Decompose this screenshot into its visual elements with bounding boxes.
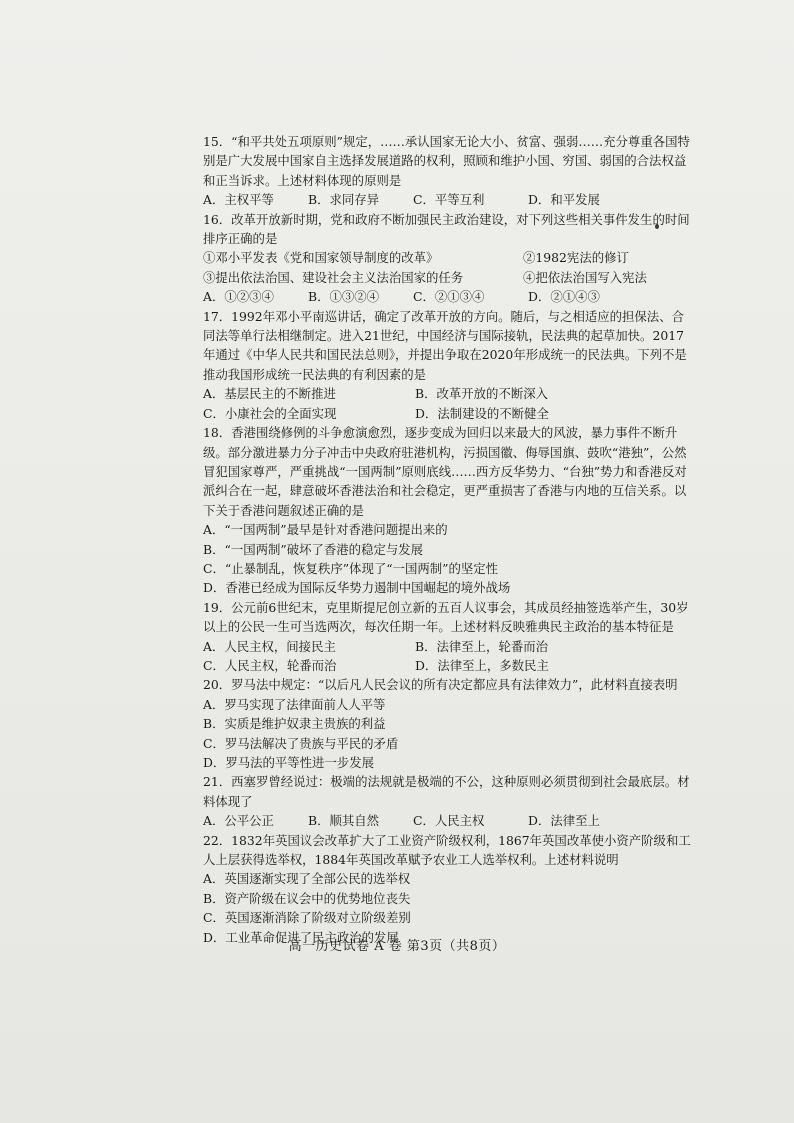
- option-d[interactable]: D．罗马法的平等性进一步发展: [203, 755, 375, 770]
- option-b[interactable]: B．法律至上，轮番而治: [415, 638, 549, 654]
- option-b[interactable]: B．资产阶级在议会中的优势地位丧失: [203, 890, 411, 906]
- option-a[interactable]: A．罗马实现了法律面前人人平等: [203, 696, 386, 712]
- question-stem: 17．1992年邓小平南巡讲话，确定了改革开放的方向。随后，与之相适应的担保法、合同法等单行法相继制定。进入21世纪，中国经济与国际接轨，民法典的起草加快。2017年通过《中华人民共和国民法总则》，并提出争取在2020年形成统一的民法典。下列不是推动我国形成统一民法典的有利因素的是: [203, 308, 687, 382]
- question-stem: 21．西塞罗曾经说过：极端的法规就是极端的不公，这种原则必须贯彻到社会最底层。材料体现了: [203, 774, 690, 809]
- items-row: [203, 268, 696, 287]
- question-20: [203, 675, 696, 772]
- options-row: [203, 656, 696, 675]
- option-a[interactable]: A．英国逐渐实现了全部公民的选举权: [203, 871, 411, 887]
- question-21: [203, 772, 696, 830]
- options-row: [203, 637, 696, 656]
- item-1: ①邓小平发表《党和国家领导制度的改革》: [203, 250, 439, 266]
- option-d[interactable]: D．法制建设的不断健全: [415, 405, 549, 421]
- question-stem: 15．“和平共处五项原则”规定，……承认国家无论大小、贫富、强弱……充分尊重各国特别是广大发展中国家自主选择发展道路的权利，照顾和维护小国、穷国、弱国的合法权益和正当诉求。上述材料体现的原则是: [203, 134, 690, 188]
- options-row: [203, 811, 696, 830]
- option-c[interactable]: C．平等互利: [413, 192, 485, 208]
- option-b[interactable]: B．“一国两制”破坏了香港的稳定与发展: [203, 541, 424, 557]
- option-c[interactable]: C．英国逐渐消除了阶级对立阶级差别: [203, 910, 411, 926]
- option-a[interactable]: A．①②③④: [203, 289, 274, 305]
- options-row: [203, 190, 696, 209]
- option-b[interactable]: B．改革开放的不断深入: [415, 386, 549, 402]
- page-footer: 高一历史试卷 A 卷 第3页（共8页）: [288, 939, 506, 954]
- question-19: [203, 598, 696, 676]
- option-c[interactable]: C．人民主权: [413, 813, 485, 829]
- option-a[interactable]: A．基层民主的不断推进: [203, 386, 336, 402]
- question-22: [203, 831, 696, 947]
- option-c[interactable]: C．②①③④: [413, 289, 485, 305]
- option-c[interactable]: C．小康社会的全面实现: [203, 405, 337, 421]
- option-d[interactable]: D．和平发展: [528, 192, 600, 208]
- item-4: ④把依法治国写入宪法: [523, 269, 647, 285]
- item-3: ③提出依法治国、建设社会主义法治国家的任务: [203, 269, 464, 285]
- options-row: [203, 287, 696, 306]
- option-d[interactable]: D．法律至上，多数民主: [415, 657, 549, 673]
- option-a[interactable]: A．人民主权，间接民主: [203, 638, 336, 654]
- option-a[interactable]: A．主权平等: [203, 192, 274, 208]
- question-16: [203, 210, 696, 307]
- question-list: [203, 132, 696, 947]
- option-b[interactable]: B．求同存异: [308, 192, 380, 208]
- option-d[interactable]: D．香港已经成为国际反华势力遏制中国崛起的境外战场: [203, 580, 511, 596]
- option-b[interactable]: B．①③②④: [308, 289, 380, 305]
- items-row: [203, 248, 696, 267]
- option-c[interactable]: C．罗马法解决了贵族与平民的矛盾: [203, 735, 399, 751]
- question-18: [203, 423, 696, 598]
- question-stem: 20．罗马法中规定：“以后凡人民会议的所有决定都应具有法律效力”，此材料直接表明: [203, 677, 678, 693]
- options-row: [203, 404, 696, 423]
- question-15: [203, 132, 696, 210]
- option-d[interactable]: D．法律至上: [528, 813, 600, 829]
- question-stem: 19．公元前6世纪末，克里斯提尼创立新的五百人议事会，其成员经抽签选举产生，30岁以上的公民一生可当选两次，每次任期一年。上述材料反映雅典民主政治的基本特征是: [203, 599, 689, 635]
- option-a[interactable]: A．公平公正: [203, 813, 274, 829]
- option-a[interactable]: A．“一国两制”最早是针对香港问题提出来的: [203, 522, 448, 538]
- question-stem: 16．改革开放新时期，党和政府不断加强民主政治建设，对下列这些相关事件发生的时间排序正确的是: [203, 211, 690, 247]
- option-d[interactable]: D．②①④③: [528, 289, 600, 305]
- option-b[interactable]: B．顺其自然: [308, 813, 380, 829]
- option-d[interactable]: D．工业革命促进了民主政治的发展: [203, 929, 399, 945]
- option-c[interactable]: C．人民主权，轮番而治: [203, 657, 337, 673]
- question-stem: 18．香港围绕修例的斗争愈演愈烈，逐步变成为回归以来最大的风波，暴力事件不断升级。部分激进暴力分子冲击中央政府驻港机构，污损国徽、侮辱国旗、鼓吹“港独”，公然冒犯国家尊严，严重挑战“一国两制”原则底线……西方反华势力、“台独”势力和香港反对派纠合在一起，肆意破坏香港法治和社会稳定，更严重损害了香港与内地的互信关系。以下关于香港问题叙述正确的是: [203, 425, 687, 518]
- option-b[interactable]: B．实质是维护奴隶主贵族的利益: [203, 716, 386, 732]
- options-row: [203, 384, 696, 403]
- item-2: ②1982宪法的修订: [523, 250, 629, 266]
- question-stem: 22．1832年英国议会改革扩大了工业资产阶级权利，1867年英国改革使小资产阶级和工人上层获得选举权，1884年英国改革赋予农业工人选举权利。上述材料说明: [203, 832, 691, 868]
- question-17: [203, 307, 696, 423]
- option-c[interactable]: C．“止暴制乱，恢复秩序”体现了“一国两制”的坚定性: [203, 560, 499, 576]
